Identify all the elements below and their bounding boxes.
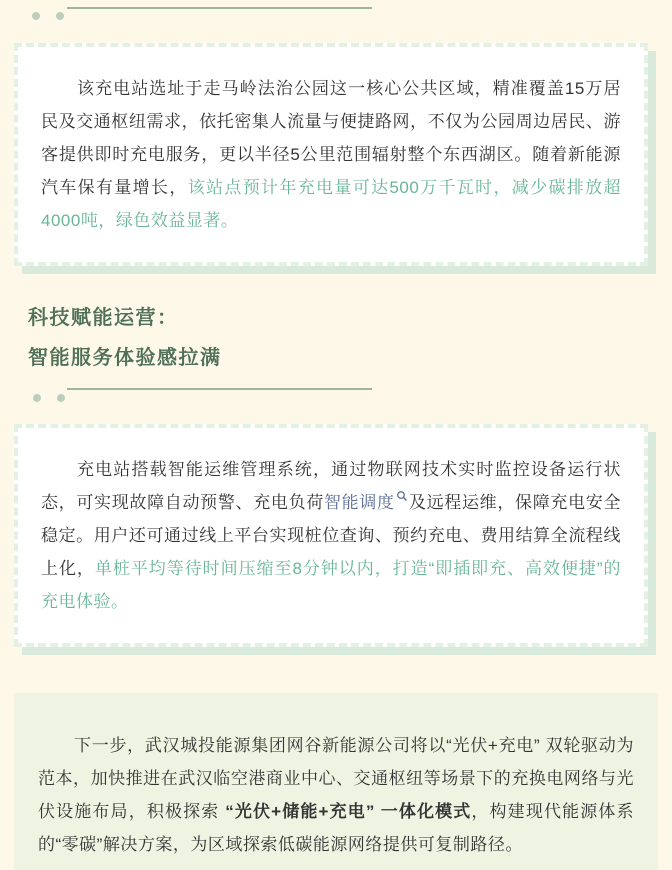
text-run-green: 单桩平均等待时间压缩至8分钟以内，打造“即插即充、高效便捷”的充电体验。 bbox=[41, 559, 622, 611]
section-heading bbox=[28, 298, 222, 378]
paragraph-outlook bbox=[38, 729, 634, 861]
search-word-link[interactable]: 智能调度 bbox=[324, 493, 395, 512]
divider-dot bbox=[56, 12, 64, 20]
text-run-normal: 下一步，武汉城投能源集团网谷新能源公司将以“光伏+充电” 双轮驱动为范本，加快推进在武汉临空港商业中心、交通枢纽等场景下的充换电网络与光伏设施布局，积极探索 bbox=[38, 736, 634, 821]
text-run-normal: 充电站搭载智能运维管理系统，通过物联网技术实时监控设备运行状态，可实现故障自动预警、充电负荷 bbox=[41, 460, 621, 512]
text-run-normal: ，构建现代能源体系的“零碳”解决方案，为区域探索低碳能源网络提供可复制路径。 bbox=[38, 802, 635, 854]
section-heading-line1: 科技赋能运营： bbox=[28, 307, 179, 329]
card-station-location bbox=[14, 43, 648, 266]
section-heading-line2: 智能服务体验感拉满 bbox=[28, 347, 222, 369]
divider-line bbox=[67, 388, 372, 390]
divider-line bbox=[67, 7, 372, 9]
paragraph-station-location bbox=[41, 72, 621, 237]
divider-dot bbox=[57, 394, 65, 402]
text-run-normal: 该充电站选址于走马岭法治公园这一核心公共区域，精准覆盖15万居民及交通枢纽需求，依托密集人流量与便捷路网，不仅为公园周边居民、游客提供即时充电服务，更以半径5公里范围辐射整个东西湖区。随着新能源汽车保有量增长， bbox=[41, 79, 621, 197]
divider-dot bbox=[33, 394, 41, 402]
footer-outlook-block bbox=[14, 693, 658, 870]
divider-dot bbox=[32, 12, 40, 20]
text-run-bold: “光伏+储能+充电” 一体化模式 bbox=[225, 802, 472, 821]
card-smart-operation bbox=[14, 424, 648, 647]
text-run-normal: 及远程运维，保障充电安全稳定。用户还可通过线上平台实现桩位查询、预约充电、费用结算全流程线上化， bbox=[41, 493, 621, 578]
text-run-green: 该站点预计年充电量可达500万千瓦时，减少碳排放超4000吨，绿色效益显著。 bbox=[41, 178, 621, 230]
search-icon[interactable] bbox=[396, 490, 408, 502]
paragraph-smart-operation bbox=[41, 453, 621, 618]
